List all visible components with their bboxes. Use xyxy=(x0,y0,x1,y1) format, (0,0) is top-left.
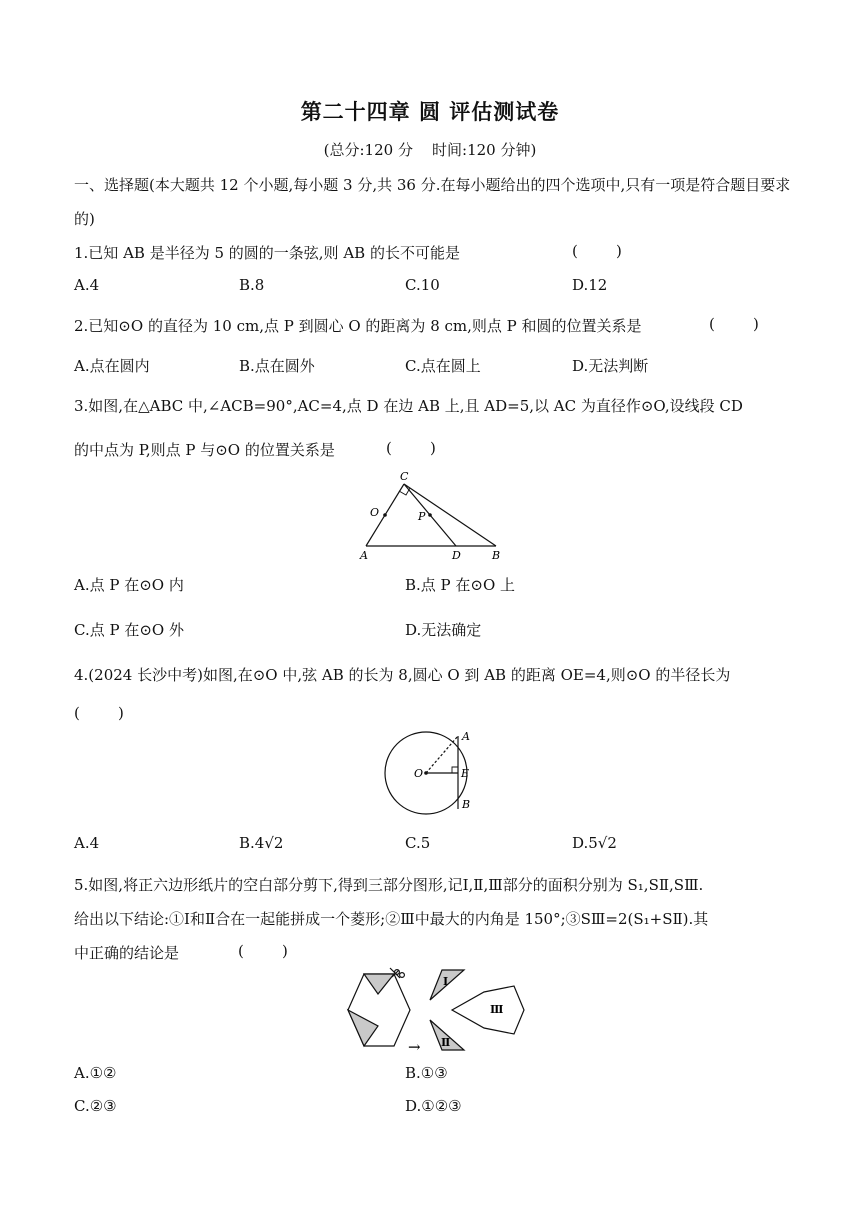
point-o xyxy=(383,513,387,517)
segment-oa-dashed xyxy=(426,736,458,773)
q5-answer-paren: ( ) xyxy=(238,942,288,960)
q5-option-c: C.②③ xyxy=(74,1097,117,1115)
q5-option-a: A.①② xyxy=(74,1064,117,1082)
q1-option-d: D.12 xyxy=(572,276,608,294)
q3-triangle-figure xyxy=(352,468,512,562)
q2-option-d: D.无法判断 xyxy=(572,357,649,375)
label-o: O xyxy=(414,767,424,780)
label-b: B xyxy=(492,549,501,562)
label-p: P xyxy=(418,510,426,523)
q5-hexagon-figure xyxy=(334,966,529,1056)
q2-option-b: B.点在圆外 xyxy=(239,357,315,375)
label-piece-iii: Ⅲ xyxy=(490,1003,504,1016)
q1-answer-paren: ( ) xyxy=(572,242,622,260)
q3-stem-line1: 3.如图,在△ABC 中,∠ACB=90°,AC=4,点 D 在边 AB 上,且 AD=5,以 AC 为直径作⊙O,设线段 CD xyxy=(74,397,743,415)
q5-stem-line1: 5.如图,将正六边形纸片的空白部分剪下,得到三部分图形,记Ⅰ,Ⅱ,Ⅲ部分的面积分别为 S₁,SⅡ,SⅢ. xyxy=(74,876,704,894)
q3-option-b: B.点 P 在⊙O 上 xyxy=(405,576,516,594)
q3-option-c: C.点 P 在⊙O 外 xyxy=(74,621,184,639)
q4-option-a: A.4 xyxy=(74,834,100,852)
scissors-icon xyxy=(390,968,404,978)
arrow-icon: → xyxy=(408,1038,421,1056)
right-angle-mark xyxy=(452,767,458,773)
label-c: C xyxy=(400,470,409,483)
q1-option-a: A.4 xyxy=(74,276,100,294)
q4-option-b: B.4√2 xyxy=(239,834,284,852)
q1-stem: 1.已知 AB 是半径为 5 的圆的一条弦,则 AB 的长不可能是 xyxy=(74,244,460,262)
label-a: A xyxy=(462,730,470,743)
label-piece-i: Ⅰ xyxy=(443,975,449,988)
label-piece-ii: Ⅱ xyxy=(441,1036,451,1049)
q3-option-d: D.无法确定 xyxy=(405,621,482,639)
point-o xyxy=(424,771,428,775)
q2-answer-paren: ( ) xyxy=(709,315,759,333)
q4-option-c: C.5 xyxy=(405,834,431,852)
label-o: O xyxy=(370,506,380,519)
label-e: E xyxy=(461,767,470,780)
point-p xyxy=(428,513,432,517)
q3-answer-paren: ( ) xyxy=(386,439,436,457)
q2-option-a: A.点在圆内 xyxy=(74,357,150,375)
label-d: D xyxy=(452,549,461,562)
q3-option-a: A.点 P 在⊙O 内 xyxy=(74,576,184,594)
q1-option-b: B.8 xyxy=(239,276,265,294)
piece-iii xyxy=(452,986,524,1034)
q5-stem-line2: 给出以下结论:①Ⅰ和Ⅱ合在一起能拼成一个菱形;②Ⅲ中最大的内角是 150°;③SⅢ=2(S₁+SⅡ).其 xyxy=(74,910,709,928)
page-subtitle: (总分:120 分 时间:120 分钟) xyxy=(323,141,537,159)
q5-option-b: B.①③ xyxy=(405,1064,448,1082)
q4-circle-figure xyxy=(380,724,490,824)
label-b: B xyxy=(462,798,471,811)
section-heading: 一、选择题(本大题共 12 个小题,每小题 3 分,共 36 分.在每小题给出的四个选项中,只有一项是符合题目要求的) xyxy=(74,176,791,228)
q5-stem-line3: 中正确的结论是 xyxy=(74,944,180,962)
q2-stem: 2.已知⊙O 的直径为 10 cm,点 P 到圆心 O 的距离为 8 cm,则点 P 和圆的位置关系是 xyxy=(74,317,642,335)
label-a: A xyxy=(360,549,368,562)
q3-stem-line2: 的中点为 P,则点 P 与⊙O 的位置关系是 xyxy=(74,441,335,459)
q1-option-c: C.10 xyxy=(405,276,440,294)
q2-option-c: C.点在圆上 xyxy=(405,357,481,375)
q5-option-d: D.①②③ xyxy=(405,1097,462,1115)
q4-stem: 4.(2024 长沙中考)如图,在⊙O 中,弦 AB 的长为 8,圆心 O 到 AB 的距离 OE=4,则⊙O 的半径长为 xyxy=(74,666,731,684)
q4-option-d: D.5√2 xyxy=(572,834,617,852)
q4-answer-paren: ( ) xyxy=(74,704,124,722)
page-title: 第二十四章 圆 评估测试卷 xyxy=(300,100,560,124)
